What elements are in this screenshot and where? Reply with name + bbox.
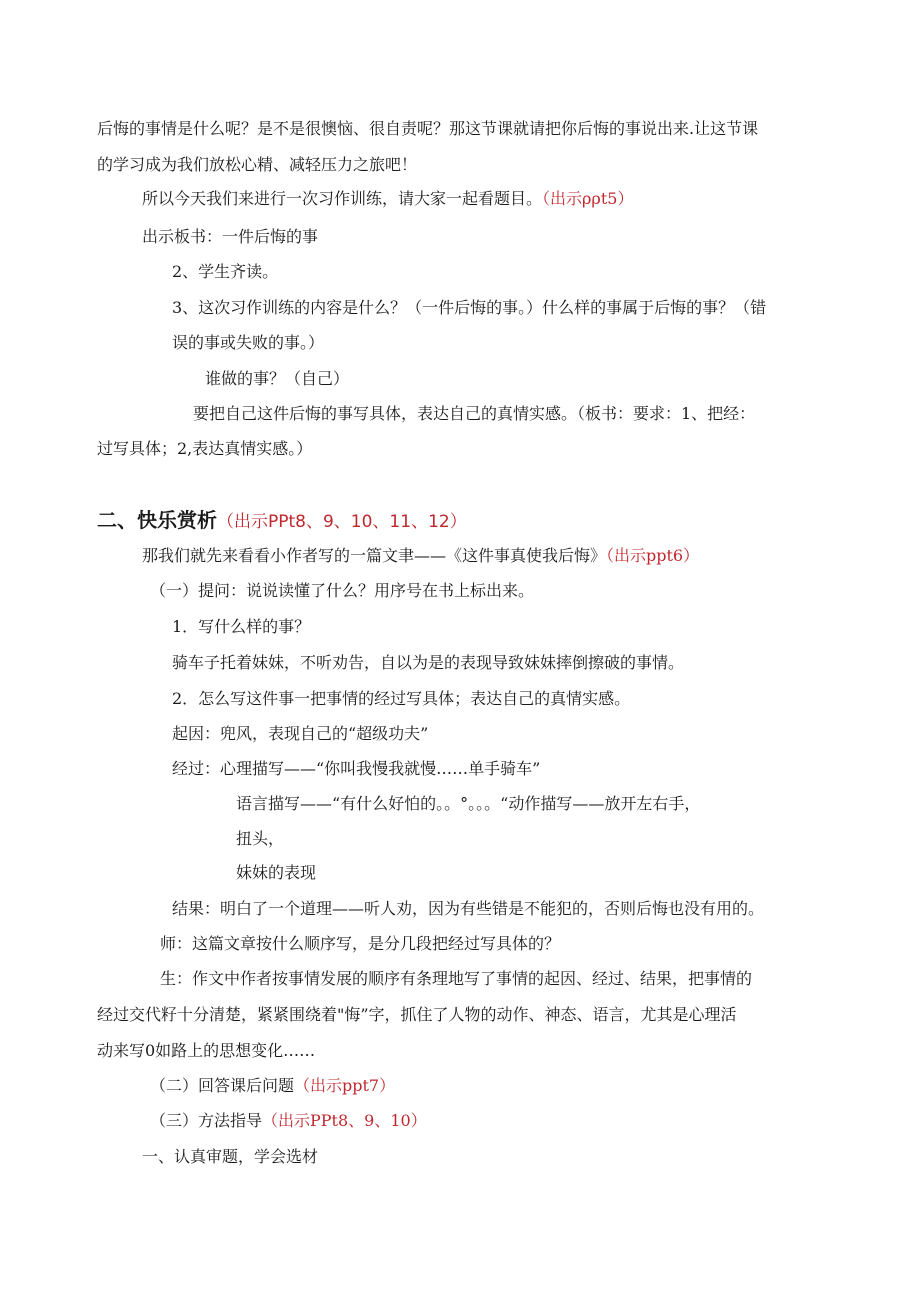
subsection-one: 一、认真审题，学会选材 — [142, 1147, 319, 1166]
item-3-line-2: 误的事或失败的事。） — [172, 333, 325, 352]
section-title: 二、快乐赏析 — [97, 508, 217, 532]
intro-line-3-text: 所以今天我们来进行一次习作训练，请大家一起看题目。 — [142, 189, 543, 208]
sister-performance: 妹妹的表现 — [236, 863, 317, 882]
point-1: 1．写什么样的事？ — [172, 617, 311, 636]
question-3 — [150, 1110, 427, 1132]
lead-note: （出示ppt6） — [606, 546, 700, 565]
slide-note: （出示ρρt5） — [542, 189, 634, 208]
question-3-note: （出示PPt8、9、10） — [262, 1111, 427, 1130]
requirement-line-2: 过写具体；2,表达真情实感。） — [97, 439, 313, 458]
student-answer-line-1: 生：作文中作者按事情发展的顺序有条理地写了事情的起因、经过、结果，把事情的 — [160, 969, 753, 988]
language-description: 语言描写——“有什么好怕的。。°。。。“动作描写——放开左右手， — [236, 794, 701, 813]
lead-paragraph — [142, 545, 699, 567]
lead-text: 那我们就先来看看小作者写的一篇文聿——《这件事真使我后悔》 — [142, 546, 607, 565]
intro-line-3 — [142, 188, 633, 210]
intro-line-1: 后悔的事情是什么呢？是不是很懊恼、很自责呢？那这节课就请把你后悔的事说出来.让这节课 — [97, 119, 759, 138]
section-heading — [97, 507, 467, 535]
result: 结果：明白了一个道理——听人劝，因为有些错是不能犯的，否则后悔也没有用的。 — [172, 899, 765, 918]
requirement-line-1: 要把自己这件后悔的事写具体，表达自己的真情实感。（板书：要求：1、把经： — [193, 404, 756, 423]
process: 经过：心理描写——“你叫我慢我就慢……单手骑车” — [172, 759, 541, 778]
question-2-text: （二）回答课后问题 — [150, 1076, 295, 1095]
question-2-note: （出示ppt7） — [294, 1076, 396, 1095]
point-2: 2．怎么写这件事一把事情的经过写具体；表达自己的真情实感。 — [172, 689, 631, 708]
question-3-text: （三）方法指导 — [150, 1111, 263, 1130]
who-question: 谁做的事？（自己） — [205, 369, 350, 388]
question-2 — [150, 1075, 395, 1097]
board-writing: 出示板书：一件后悔的事 — [142, 227, 319, 246]
student-answer-line-2: 经过交代籽十分清楚，紧紧围绕着"悔”字，抓住了人物的动作、神态、语言，尤其是心理活 — [97, 1005, 737, 1024]
item-3-line-1: 3、这次习作训练的内容是什么？（一件后悔的事。）什么样的事属于后悔的事？（错 — [172, 298, 767, 317]
cause: 起因：兜风，表现自己的“超级功夫” — [172, 724, 429, 743]
item-2: 2、学生齐读。 — [172, 262, 279, 281]
question-1: （一）提问：说说读懂了什么？用序号在书上标出来。 — [150, 581, 535, 600]
student-answer-line-3: 动来写0如路上的思想变化…… — [97, 1041, 316, 1060]
section-title-note: （出示PPt8、9、10、11、12） — [217, 512, 467, 532]
intro-line-2: 的学习成为我们放松心精、减轻压力之旅吧！ — [97, 155, 418, 174]
teacher-question: 师：这篇文章按什么顺序写，是分几段把经过写具体的？ — [160, 934, 561, 953]
point-1-answer: 骑车子托着妹妹，不听劝告，自以为是的表现导致妹妹摔倒擦破的事情。 — [172, 653, 685, 672]
turn-head: 扭头， — [236, 829, 285, 848]
